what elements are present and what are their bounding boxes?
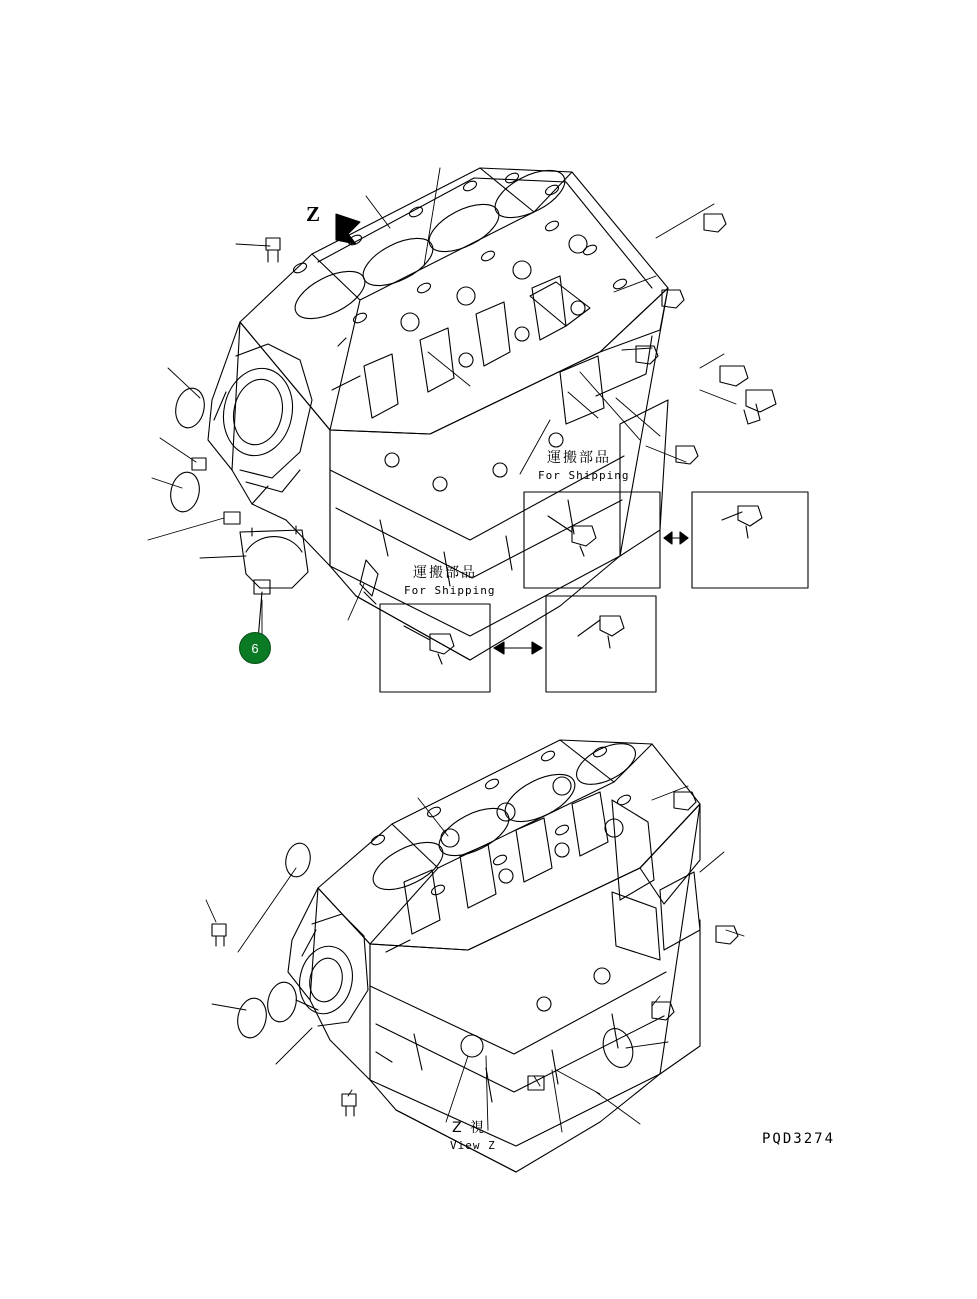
view-z-arrow — [336, 214, 360, 244]
callout-6[interactable]: 6 — [239, 632, 271, 664]
drawing-number: PQD3274 — [762, 1131, 836, 1147]
shipping-label-en-lower: For Shipping — [404, 584, 496, 597]
view-z-marker: Z — [306, 202, 321, 226]
upper-shipping-boxes — [524, 492, 808, 588]
shipping-label-jp-upper: 運搬部品 — [547, 450, 611, 466]
view-z-title-jp: Z 視 — [452, 1120, 487, 1136]
shipping-label-en-upper: For Shipping — [538, 469, 630, 482]
view-z-title-en: View Z — [450, 1139, 496, 1152]
shipping-label-jp-lower: 運搬部品 — [413, 565, 477, 581]
lower-leader-lines — [206, 786, 744, 1132]
